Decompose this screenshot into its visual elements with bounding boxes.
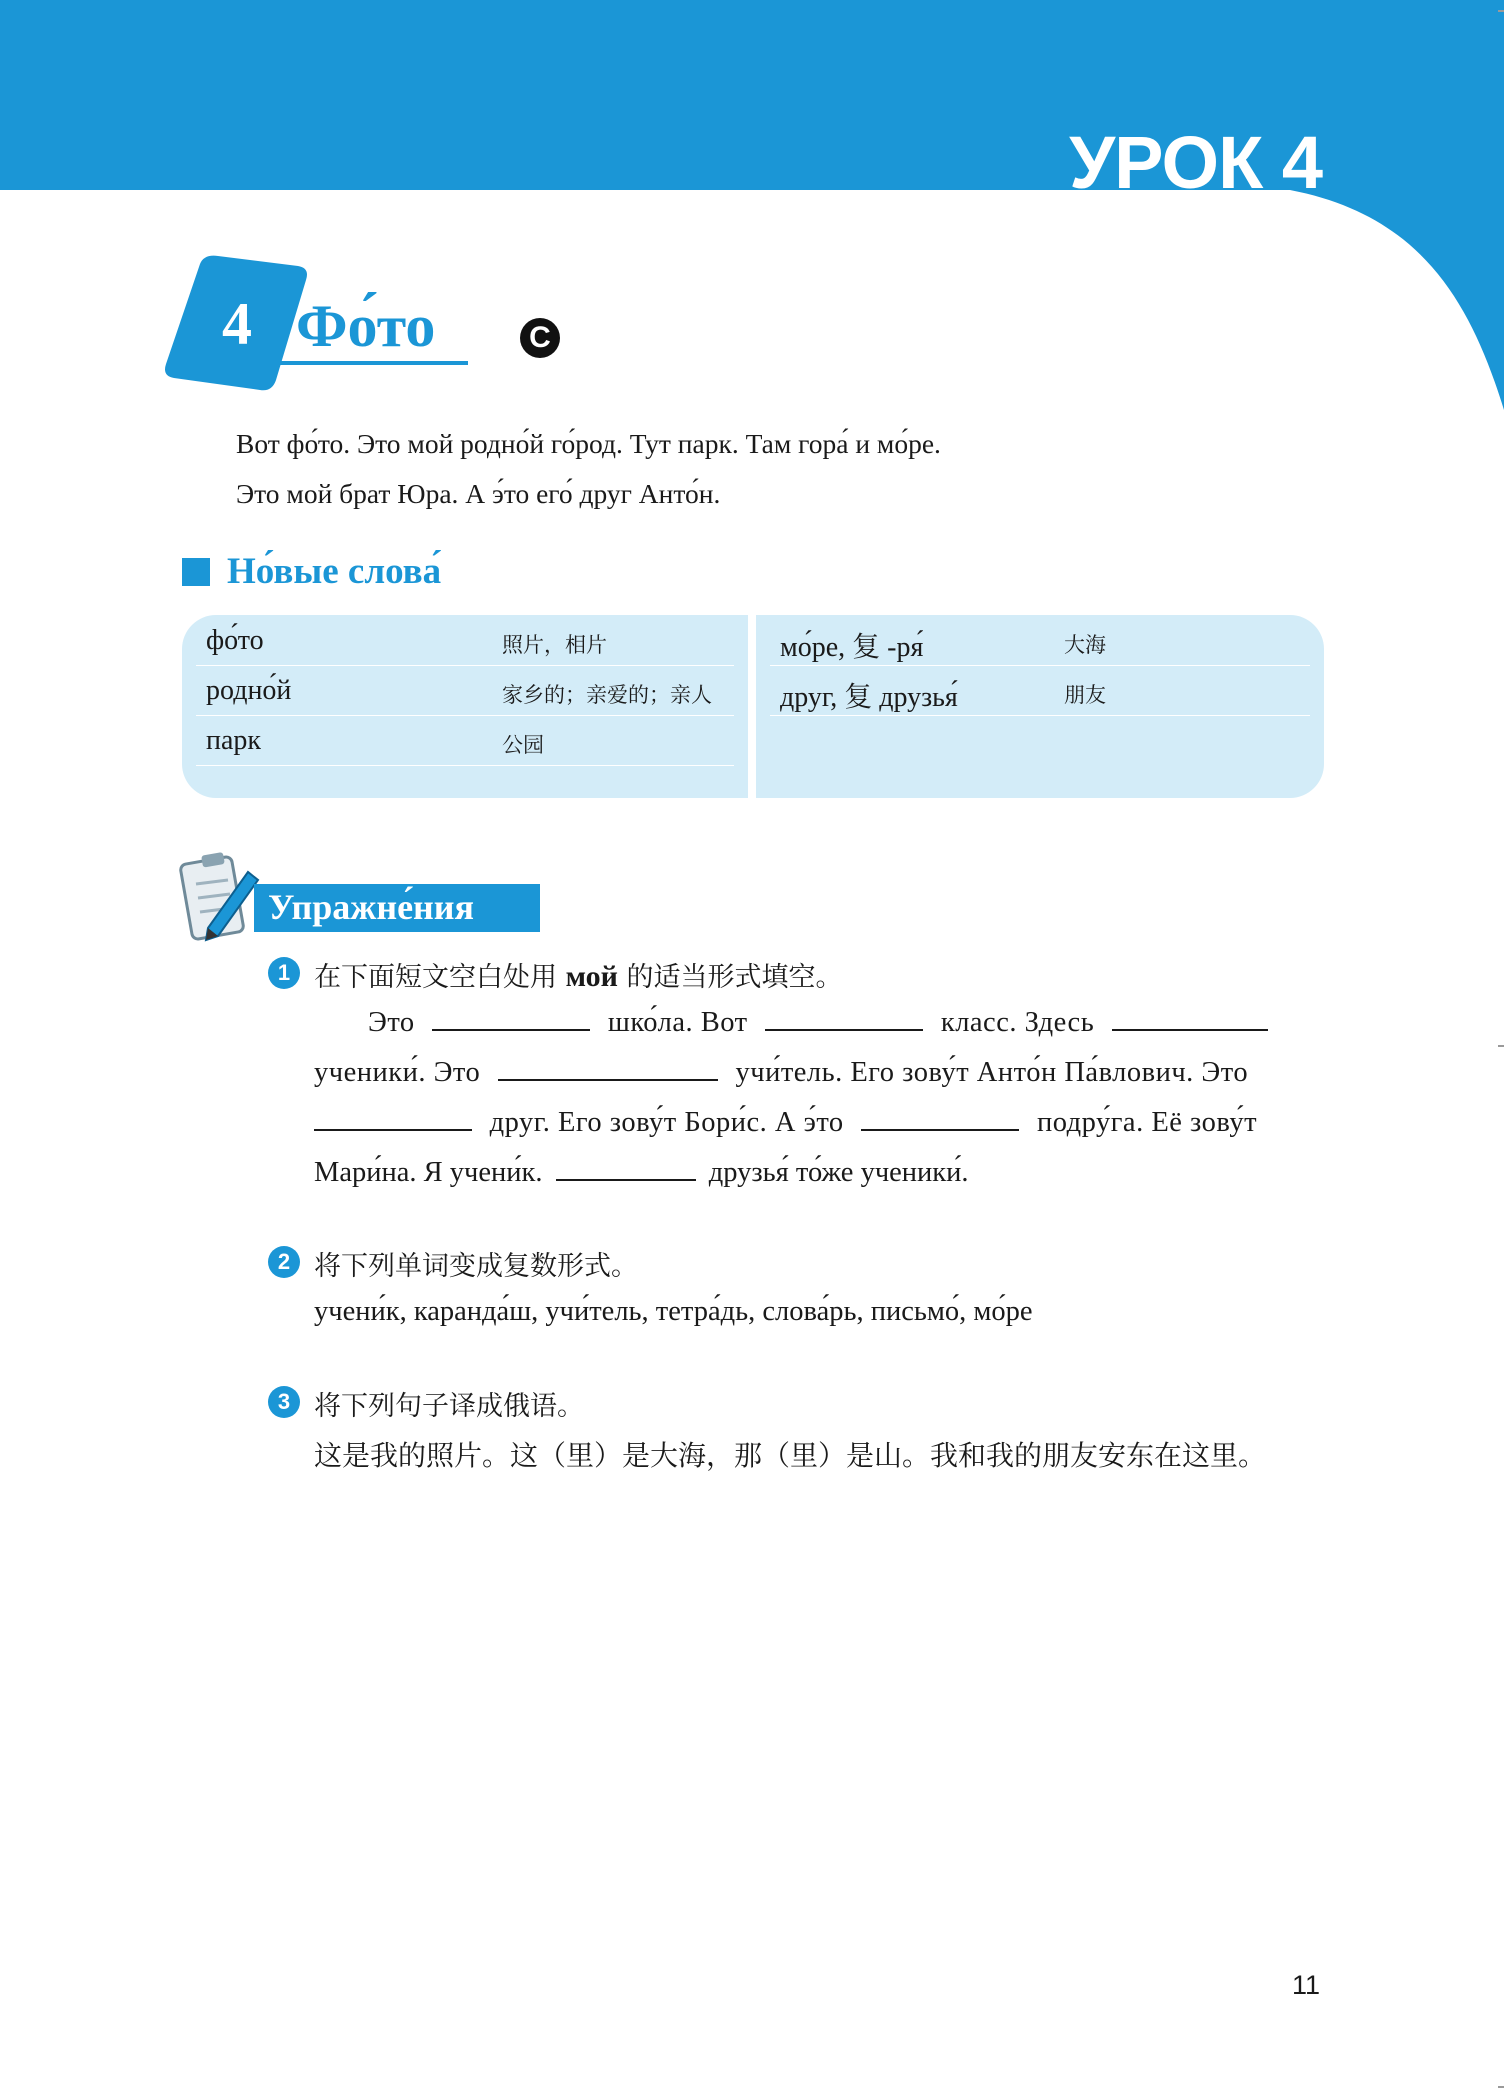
exercise-number-2: 2 [268,1246,300,1278]
fill-blank[interactable] [1112,1005,1268,1031]
reading-text-line: Это мой брат Юра. А э́то его́ друг Анто́н. [236,478,721,509]
vocab-row [770,665,1310,716]
exercise-1-line [368,1005,1268,1039]
vocab-row [196,715,734,766]
reading-text-line: Вот фо́то. Это мой родно́й го́род. Тут парк. Там гора́ и мо́ре. [236,428,941,459]
edge-mark [1498,1045,1504,1047]
exercise-1-instruction [314,955,843,994]
exercises-heading: Упражне́ния [268,887,475,927]
text-fragment: учи́тель. Его зову́т Анто́н Па́влович. Это [735,1057,1249,1088]
vocab-word: мо́ре, 复 -ря́ [780,632,924,663]
exercise-1-line [314,1055,1248,1089]
section-marker [182,558,210,586]
audio-icon[interactable]: C [520,318,560,358]
text-fragment: шко́ла. Вот [607,1007,748,1038]
vocab-row [196,615,734,666]
text-fragment: подру́га. Её зову́т [1036,1107,1258,1138]
vocab-row [196,665,734,716]
edge-mark [1498,10,1504,12]
text-fragment: Мари́на. Я учени́к. [314,1157,543,1188]
page-number: 11 [1292,1970,1321,2000]
exercise-3-sentence: 这是我的照片。这（里）是大海，那（里）是山。我和我的朋友安东在这里。 [314,1439,1267,1472]
exercise-1-line [314,1105,1257,1139]
fill-blank[interactable] [765,1005,923,1031]
vocab-panel-left [182,615,748,798]
instruction-keyword: мой [565,960,618,993]
vocab-translation: 公园 [502,733,544,757]
instruction-text: 在下面短文空白处用 [314,962,557,993]
vocab-translation: 朋友 [1064,683,1106,707]
fill-blank[interactable] [314,1105,472,1131]
exercise-2-words: учени́к, каранда́ш, учи́тель, тетра́дь, слова́рь, письмо́, мо́ре [314,1296,1033,1327]
edge-mark [1498,2086,1504,2088]
title-underline [278,361,468,365]
page-title: Фо́то [296,293,436,359]
instruction-text: 的适当形式填空。 [626,962,843,993]
lesson-number: 4 [222,291,252,357]
vocab-word: друг, 复 друзья́ [780,682,958,713]
clipboard-pen-icon [178,850,262,950]
exercise-1-line [314,1155,969,1189]
fill-blank[interactable] [432,1005,590,1031]
lesson-title: УРОК 4 [1069,121,1322,204]
text-fragment: друг. Его зову́т Бори́с. А э́то [489,1107,844,1138]
fill-blank[interactable] [556,1155,696,1181]
vocab-word: фо́то [206,625,264,656]
exercise-2-instruction: 将下列单词变成复数形式。 [314,1251,638,1282]
exercise-number-3: 3 [268,1386,300,1418]
vocab-panel-right [756,615,1324,798]
text-fragment: Это [368,1007,415,1038]
text-fragment: класс. Здесь [940,1007,1095,1038]
vocab-translation: 大海 [1064,633,1106,657]
vocab-word: парк [206,725,262,756]
exercise-number-1: 1 [268,957,300,989]
new-words-heading: Но́вые слова́ [227,551,442,592]
vocab-translation: 家乡的；亲爱的；亲人 [502,683,712,707]
fill-blank[interactable] [498,1055,718,1081]
vocab-word: родно́й [206,675,292,706]
text-fragment: друзья́ то́же ученики́. [708,1157,969,1188]
vocab-translation: 照片，相片 [502,633,607,657]
fill-blank[interactable] [861,1105,1019,1131]
exercise-3-instruction: 将下列句子译成俄语。 [314,1391,584,1422]
vocab-row [770,615,1310,666]
text-fragment: ученики́. Это [314,1057,481,1088]
